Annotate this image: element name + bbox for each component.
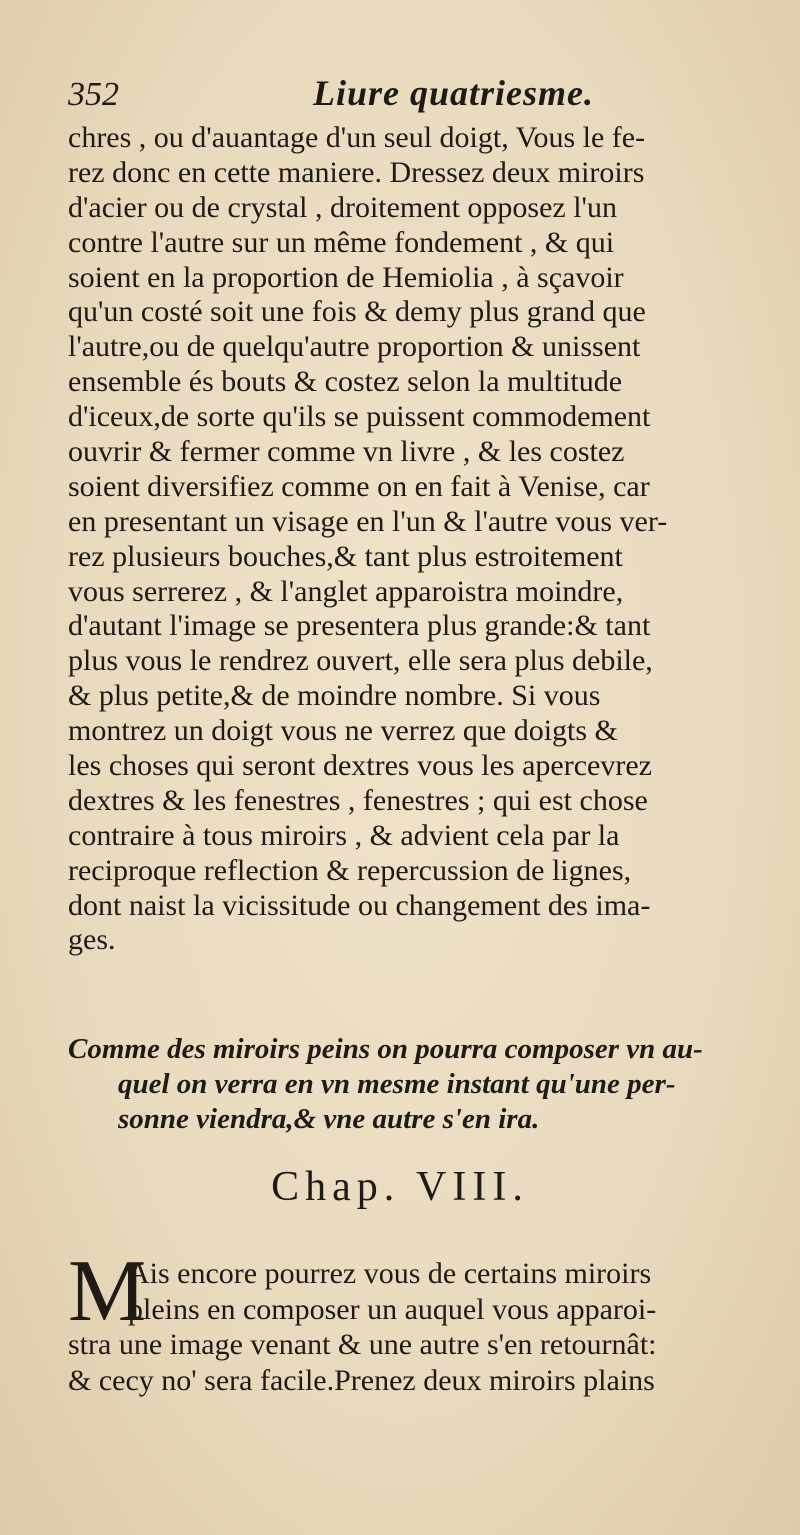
text-line: ges.	[68, 923, 116, 957]
chapter-paragraph	[68, 1243, 788, 1398]
text-line: ensemble és bouts & costez selon la multitude	[68, 365, 623, 399]
text-line: chres , ou d'auantage d'un seul doigt, Vous le fe-	[68, 121, 646, 154]
text-line: rez donc en cette maniere. Dressez deux miroirs	[68, 155, 645, 189]
text-line: en presentant un visage en l'un & l'autre vous ver-	[68, 504, 668, 538]
text-line: d'autant l'image se presentera plus grande:& tant	[68, 609, 651, 643]
text-line: montrez un doigt vous ne verrez que doigts &	[68, 714, 618, 748]
text-line: d'acier ou de crystal , droitement opposez l'un	[68, 190, 617, 224]
text-line: rez plusieurs bouches,& tant plus estroitement	[68, 539, 623, 573]
text-line: l'autre,ou de quelqu'autre proportion & unissent	[68, 330, 641, 364]
section-heading	[68, 1032, 788, 1137]
body-paragraph	[68, 121, 788, 958]
text-line: Comme des miroirs peins on pourra composer vn au-	[68, 1033, 703, 1065]
text-line: dont naist la vicissitude ou changement des ima-	[68, 888, 651, 922]
text-line: Ais encore pourrez vous de certains miroirs	[128, 1257, 652, 1290]
running-title: Liure quatriesme.	[313, 73, 595, 113]
text-line: ouvrir & fermer comme vn livre , & les costez	[68, 435, 625, 469]
text-line: qu'un costé soit une fois & demy plus grand que	[68, 295, 646, 329]
text-line: & plus petite,& de moindre nombre. Si vous	[68, 679, 601, 713]
drop-capital: M	[68, 1243, 147, 1340]
text-line: reciproque reflection & repercussion de lignes,	[68, 853, 632, 887]
text-line: d'iceux,de sorte qu'ils se puissent commodement	[68, 400, 651, 434]
text-line: pleins en composer un auquel vous apparoi-	[128, 1292, 657, 1326]
text-line: soient diversifiez comme on en fait à Venise, car	[68, 469, 650, 503]
text-line: contre l'autre sur un même fondement , & qui	[68, 225, 615, 259]
text-line: soient en la proportion de Hemiolia , à sçavoir	[68, 260, 624, 294]
text-line: plus vous le rendrez ouvert, elle sera plus debile,	[68, 644, 653, 678]
text-line: vous serrerez , & l'anglet apparoistra moindre,	[68, 574, 624, 608]
text-line: quel on verra en vn mesme instant qu'une per-	[118, 1068, 676, 1100]
page-header	[68, 68, 788, 118]
text-line: stra une image venant & une autre s'en retournât:	[68, 1328, 657, 1361]
chapter-lines	[68, 1256, 788, 1398]
chapter-title: Chap. VIII.	[271, 1164, 529, 1210]
page-number: 352	[68, 76, 119, 113]
text-line: sonne viendra,& vne autre s'en ira.	[118, 1103, 540, 1135]
text-line: & cecy no' sera facile.Prenez deux miroirs plains	[68, 1363, 655, 1397]
text-line: contraire à tous miroirs , & advient cela par la	[68, 818, 620, 852]
text-line: dextres & les fenestres , fenestres ; qui est chose	[68, 783, 648, 817]
text-line: les choses qui seront dextres vous les apercevrez	[68, 749, 652, 783]
